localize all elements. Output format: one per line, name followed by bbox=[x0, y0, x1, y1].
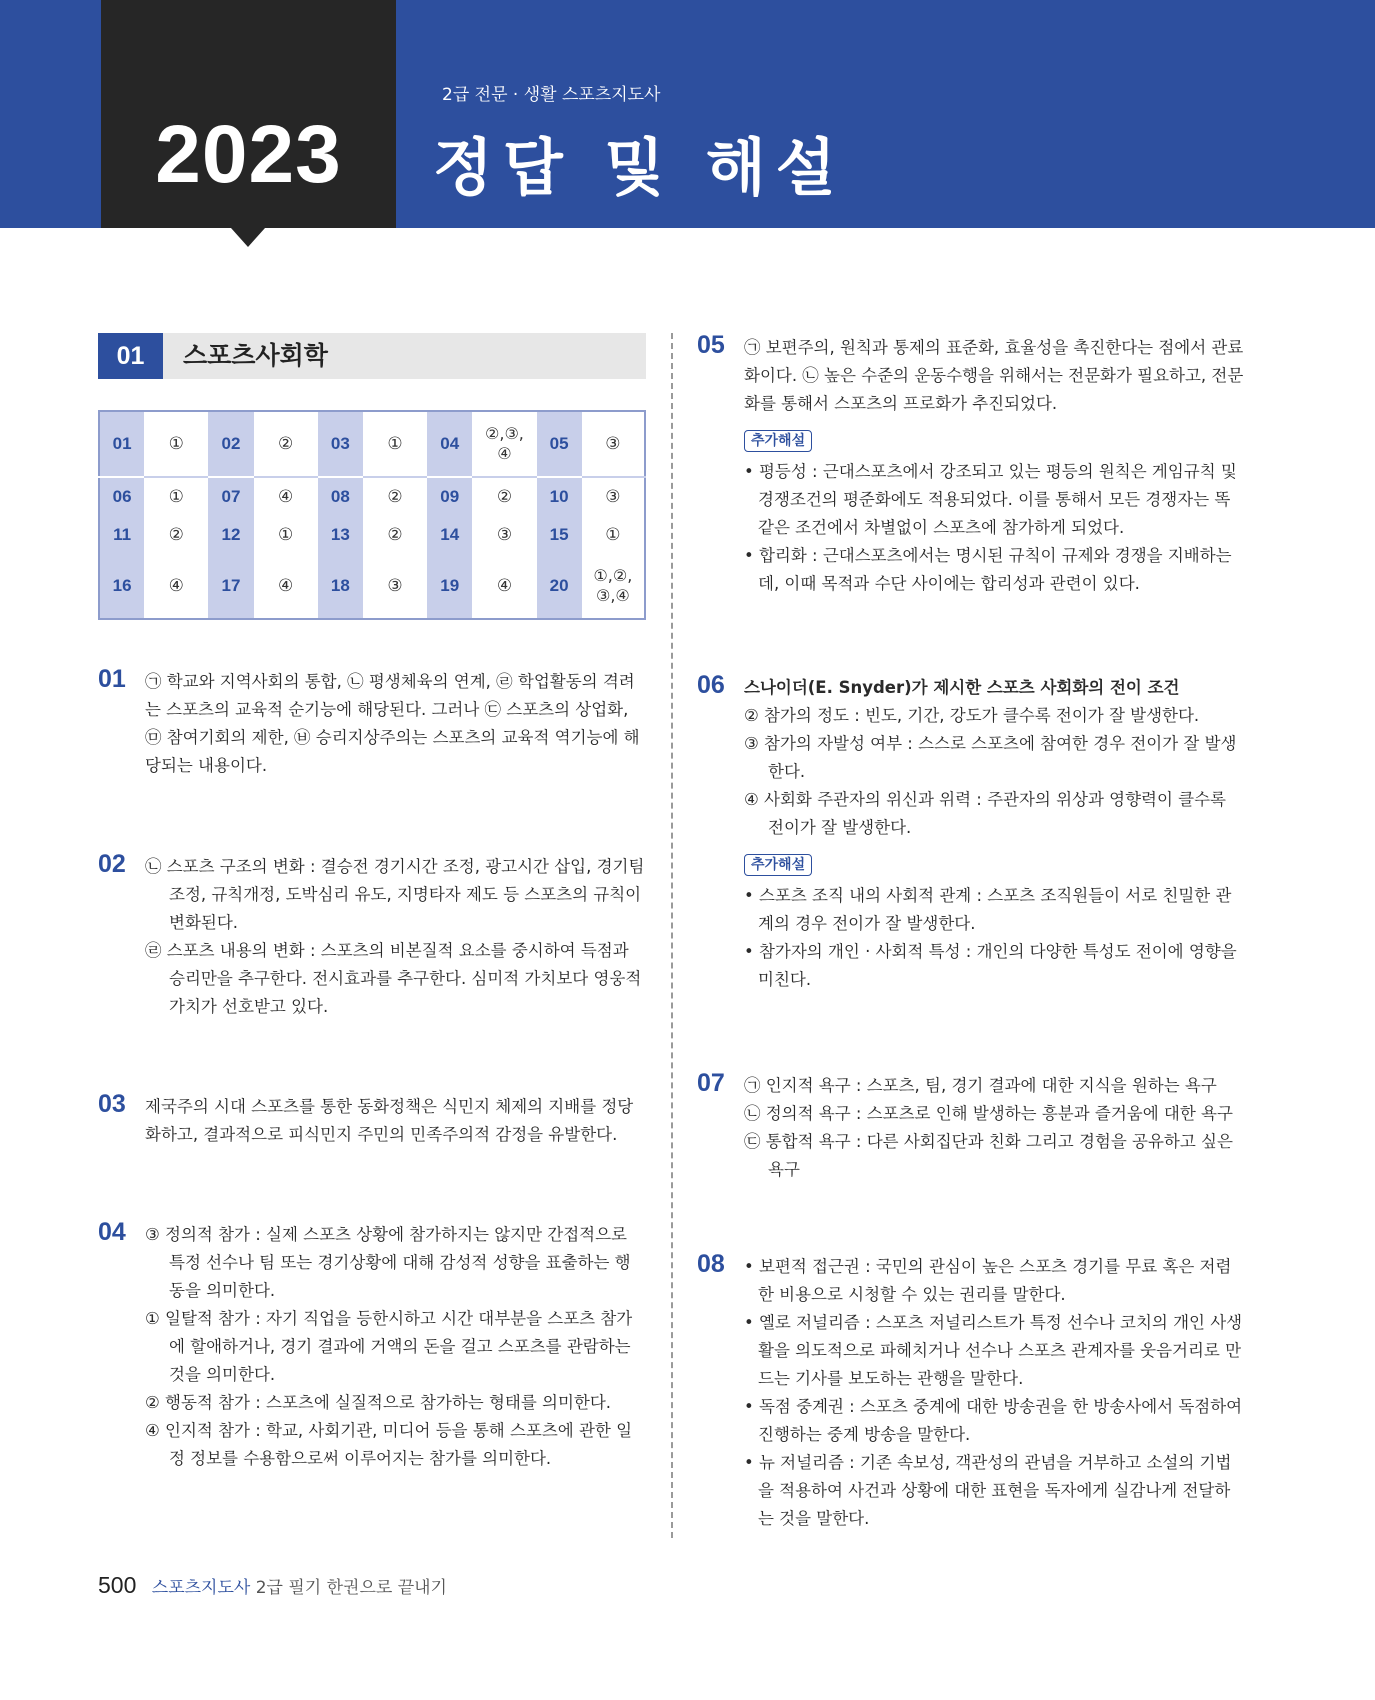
item-number: 01 bbox=[98, 665, 126, 693]
item-text: • 독점 중계권 : 스포츠 중계에 대한 방송권을 한 방송사에서 독점하여 진행하는 중계 방송을 말한다. bbox=[744, 1397, 1243, 1444]
answer-table-row bbox=[99, 554, 645, 619]
answer-cell: ② bbox=[472, 477, 536, 516]
question-number-cell: 16 bbox=[99, 554, 144, 619]
item-text: ㉡ 정의적 욕구 : 스포츠로 인해 발생하는 흥분과 즐거움에 대한 욕구 bbox=[744, 1104, 1233, 1123]
item-heading: 스나이더(E. Snyder)가 제시한 스포츠 사회화의 전이 조건 bbox=[744, 678, 1180, 697]
banner-title: 정답 및 해설 bbox=[433, 131, 846, 204]
answer-cell: ①,②, ③,④ bbox=[582, 554, 645, 619]
item-text: 제국주의 시대 스포츠를 통한 동화정책은 식민지 체제의 지배를 정당화하고, 결과적으로 피식민지 주민의 민족주의적 감정을 유발한다. bbox=[145, 1097, 634, 1144]
answer-cell: ④ bbox=[472, 554, 536, 619]
item-number: 07 bbox=[697, 1069, 725, 1097]
item-number: 05 bbox=[697, 331, 725, 359]
item-body bbox=[145, 1221, 646, 1473]
question-number-cell: 03 bbox=[318, 411, 363, 477]
answer-cell: ③ bbox=[582, 411, 645, 477]
answer-cell: ① bbox=[363, 411, 427, 477]
item-text: ① 일탈적 참가 : 자기 직업을 등한시하고 시간 대부분을 스포츠 참가에 할애하거나, 경기 결과에 거액의 돈을 걸고 스포츠를 관람하는 것을 의미한다. bbox=[145, 1309, 633, 1384]
extra-note-text: • 참가자의 개인 · 사회적 특성 : 개인의 다양한 특성도 전이에 영향을 미친다. bbox=[744, 942, 1237, 989]
item-body bbox=[744, 1253, 1245, 1533]
answer-cell: ④ bbox=[254, 477, 318, 516]
item-text: ㉠ 보편주의, 원칙과 통제의 표준화, 효율성을 촉진한다는 점에서 관료화이다. ㉡ 높은 수준의 운동수행을 위해서는 전문화가 필요하고, 전문화를 통해서 스포츠의 프로화가 추진되었다. bbox=[744, 338, 1244, 413]
question-number-cell: 13 bbox=[318, 516, 363, 554]
year-box-pointer bbox=[231, 228, 265, 247]
item-text: ㉣ 스포츠 내용의 변화 : 스포츠의 비본질적 요소를 중시하여 득점과 승리만을 추구한다. 전시효과를 추구한다. 심미적 가치보다 영웅적 가치가 선호받고 있다. bbox=[145, 941, 642, 1016]
question-number-cell: 12 bbox=[208, 516, 253, 554]
question-number-cell: 09 bbox=[427, 477, 472, 516]
item-number: 04 bbox=[98, 1218, 126, 1246]
question-number-cell: 02 bbox=[208, 411, 253, 477]
answer-table-row bbox=[99, 411, 645, 477]
item-text: ④ 사회화 주관자의 위신과 위력 : 주관자의 위상과 영향력이 클수록 전이가 잘 발생한다. bbox=[744, 790, 1226, 837]
answer-cell: ① bbox=[144, 477, 208, 516]
answer-cell: ① bbox=[582, 516, 645, 554]
answer-cell: ② bbox=[363, 477, 427, 516]
section-heading bbox=[98, 333, 646, 379]
item-body bbox=[744, 674, 1245, 994]
answer-table-row bbox=[99, 516, 645, 554]
answer-table-row bbox=[99, 477, 645, 516]
item-text: ㉢ 통합적 욕구 : 다른 사회집단과 친화 그리고 경험을 공유하고 싶은 욕구 bbox=[744, 1132, 1233, 1179]
column-divider bbox=[671, 333, 673, 1538]
question-number-cell: 15 bbox=[537, 516, 582, 554]
answer-table bbox=[98, 410, 646, 620]
book-title-part2: 2급 필기 한권으로 끝내기 bbox=[255, 1578, 447, 1598]
section-number: 01 bbox=[98, 333, 163, 379]
answer-cell: ③ bbox=[582, 477, 645, 516]
item-text: ② 참가의 정도 : 빈도, 기간, 강도가 클수록 전이가 잘 발생한다. bbox=[744, 706, 1200, 725]
question-number-cell: 17 bbox=[208, 554, 253, 619]
extra-note-text: • 스포츠 조직 내의 사회적 관계 : 스포츠 조직원들이 서로 친밀한 관계의 경우 전이가 잘 발생한다. bbox=[744, 886, 1232, 933]
question-number-cell: 06 bbox=[99, 477, 144, 516]
question-number-cell: 07 bbox=[208, 477, 253, 516]
extra-note-tag: 추가해설 bbox=[744, 430, 812, 452]
answer-cell: ② bbox=[363, 516, 427, 554]
item-number: 08 bbox=[697, 1250, 725, 1278]
section-title: 스포츠사회학 bbox=[183, 341, 328, 370]
item-text: • 뉴 저널리즘 : 기존 속보성, 객관성의 관념을 거부하고 소설의 기법을 적용하여 사건과 상황에 대한 표현을 독자에게 실감나게 전달하는 것을 말한다. bbox=[744, 1453, 1232, 1528]
item-text: ④ 인지적 참가 : 학교, 사회기관, 미디어 등을 통해 스포츠에 관한 일정 정보를 수용함으로써 이루어지는 참가를 의미한다. bbox=[145, 1421, 633, 1468]
item-text: • 옐로 저널리즘 : 스포츠 저널리스트가 특정 선수나 코치의 개인 사생활을 의도적으로 파헤치거나 선수나 스포츠 관계자를 웃음거리로 만드는 기사를 보도하는 관행을 말한다. bbox=[744, 1313, 1243, 1388]
extra-note-text: • 합리화 : 근대스포츠에서는 명시된 규칙이 규제와 경쟁을 지배하는데, 이때 목적과 수단 사이에는 합리성과 관련이 있다. bbox=[744, 546, 1232, 593]
item-text: ② 행동적 참가 : 스포츠에 실질적으로 참가하는 형태를 의미한다. bbox=[145, 1393, 612, 1412]
answer-cell: ④ bbox=[254, 554, 318, 619]
year-label: 2023 bbox=[155, 109, 342, 200]
answer-cell: ② bbox=[144, 516, 208, 554]
header-banner bbox=[0, 0, 1375, 228]
answer-cell: ② bbox=[254, 411, 318, 477]
question-number-cell: 04 bbox=[427, 411, 472, 477]
question-number-cell: 08 bbox=[318, 477, 363, 516]
item-number: 02 bbox=[98, 850, 126, 878]
year-box bbox=[101, 0, 396, 228]
item-text: ㉠ 인지적 욕구 : 스포츠, 팀, 경기 결과에 대한 지식을 원하는 욕구 bbox=[744, 1076, 1217, 1095]
item-text: ③ 참가의 자발성 여부 : 스스로 스포츠에 참여한 경우 전이가 잘 발생한다. bbox=[744, 734, 1237, 781]
answer-cell: ④ bbox=[144, 554, 208, 619]
item-body bbox=[744, 334, 1245, 598]
answer-cell: ③ bbox=[363, 554, 427, 619]
question-number-cell: 01 bbox=[99, 411, 144, 477]
item-body bbox=[145, 668, 646, 780]
answer-cell: ②,③, ④ bbox=[472, 411, 536, 477]
item-text: ③ 정의적 참가 : 실제 스포츠 상황에 참가하지는 않지만 간접적으로 특정 선수나 팀 또는 경기상황에 대해 감성적 성향을 표출하는 행동을 의미한다. bbox=[145, 1225, 631, 1300]
item-number: 06 bbox=[697, 671, 725, 699]
question-number-cell: 14 bbox=[427, 516, 472, 554]
item-number: 03 bbox=[98, 1090, 126, 1118]
extra-note-text: • 평등성 : 근대스포츠에서 강조되고 있는 평등의 원칙은 게임규칙 및 경쟁조건의 평준화에도 적용되었다. 이를 통해서 모든 경쟁자는 똑같은 조건에서 차별없이 스포츠에 참가하게 되었다. bbox=[744, 462, 1237, 537]
answer-cell: ① bbox=[144, 411, 208, 477]
item-body bbox=[145, 1093, 646, 1149]
banner-subtitle: 2급 전문 · 생활 스포츠지도사 bbox=[442, 85, 661, 105]
question-number-cell: 20 bbox=[537, 554, 582, 619]
question-number-cell: 05 bbox=[537, 411, 582, 477]
answer-cell: ③ bbox=[472, 516, 536, 554]
item-text: ㉠ 학교와 지역사회의 통합, ㉡ 평생체육의 연계, ㉣ 학업활동의 격려는 스포츠의 교육적 순기능에 해당된다. 그러나 ㉢ 스포츠의 상업화, ㉤ 참여기회의 제한, ㉥ 승리지상주의는 스포츠의 교육적 역기능에 해당되는 내용이다. bbox=[145, 672, 640, 775]
page-footer bbox=[98, 1572, 447, 1599]
answer-cell: ① bbox=[254, 516, 318, 554]
book-title-part1: 스포츠지도사 bbox=[151, 1578, 251, 1598]
page-number: 500 bbox=[98, 1572, 137, 1598]
item-body bbox=[145, 853, 646, 1021]
question-number-cell: 10 bbox=[537, 477, 582, 516]
item-text: ㉡ 스포츠 구조의 변화 : 결승전 경기시간 조정, 광고시간 삽입, 경기팀 조정, 규칙개정, 도박심리 유도, 지명타자 제도 등 스포츠의 규칙이 변화된다. bbox=[145, 857, 645, 932]
extra-note-tag: 추가해설 bbox=[744, 854, 812, 876]
item-body bbox=[744, 1072, 1245, 1184]
question-number-cell: 18 bbox=[318, 554, 363, 619]
question-number-cell: 11 bbox=[99, 516, 144, 554]
question-number-cell: 19 bbox=[427, 554, 472, 619]
item-text: • 보편적 접근권 : 국민의 관심이 높은 스포츠 경기를 무료 혹은 저렴한 비용으로 시청할 수 있는 권리를 말한다. bbox=[744, 1257, 1232, 1304]
